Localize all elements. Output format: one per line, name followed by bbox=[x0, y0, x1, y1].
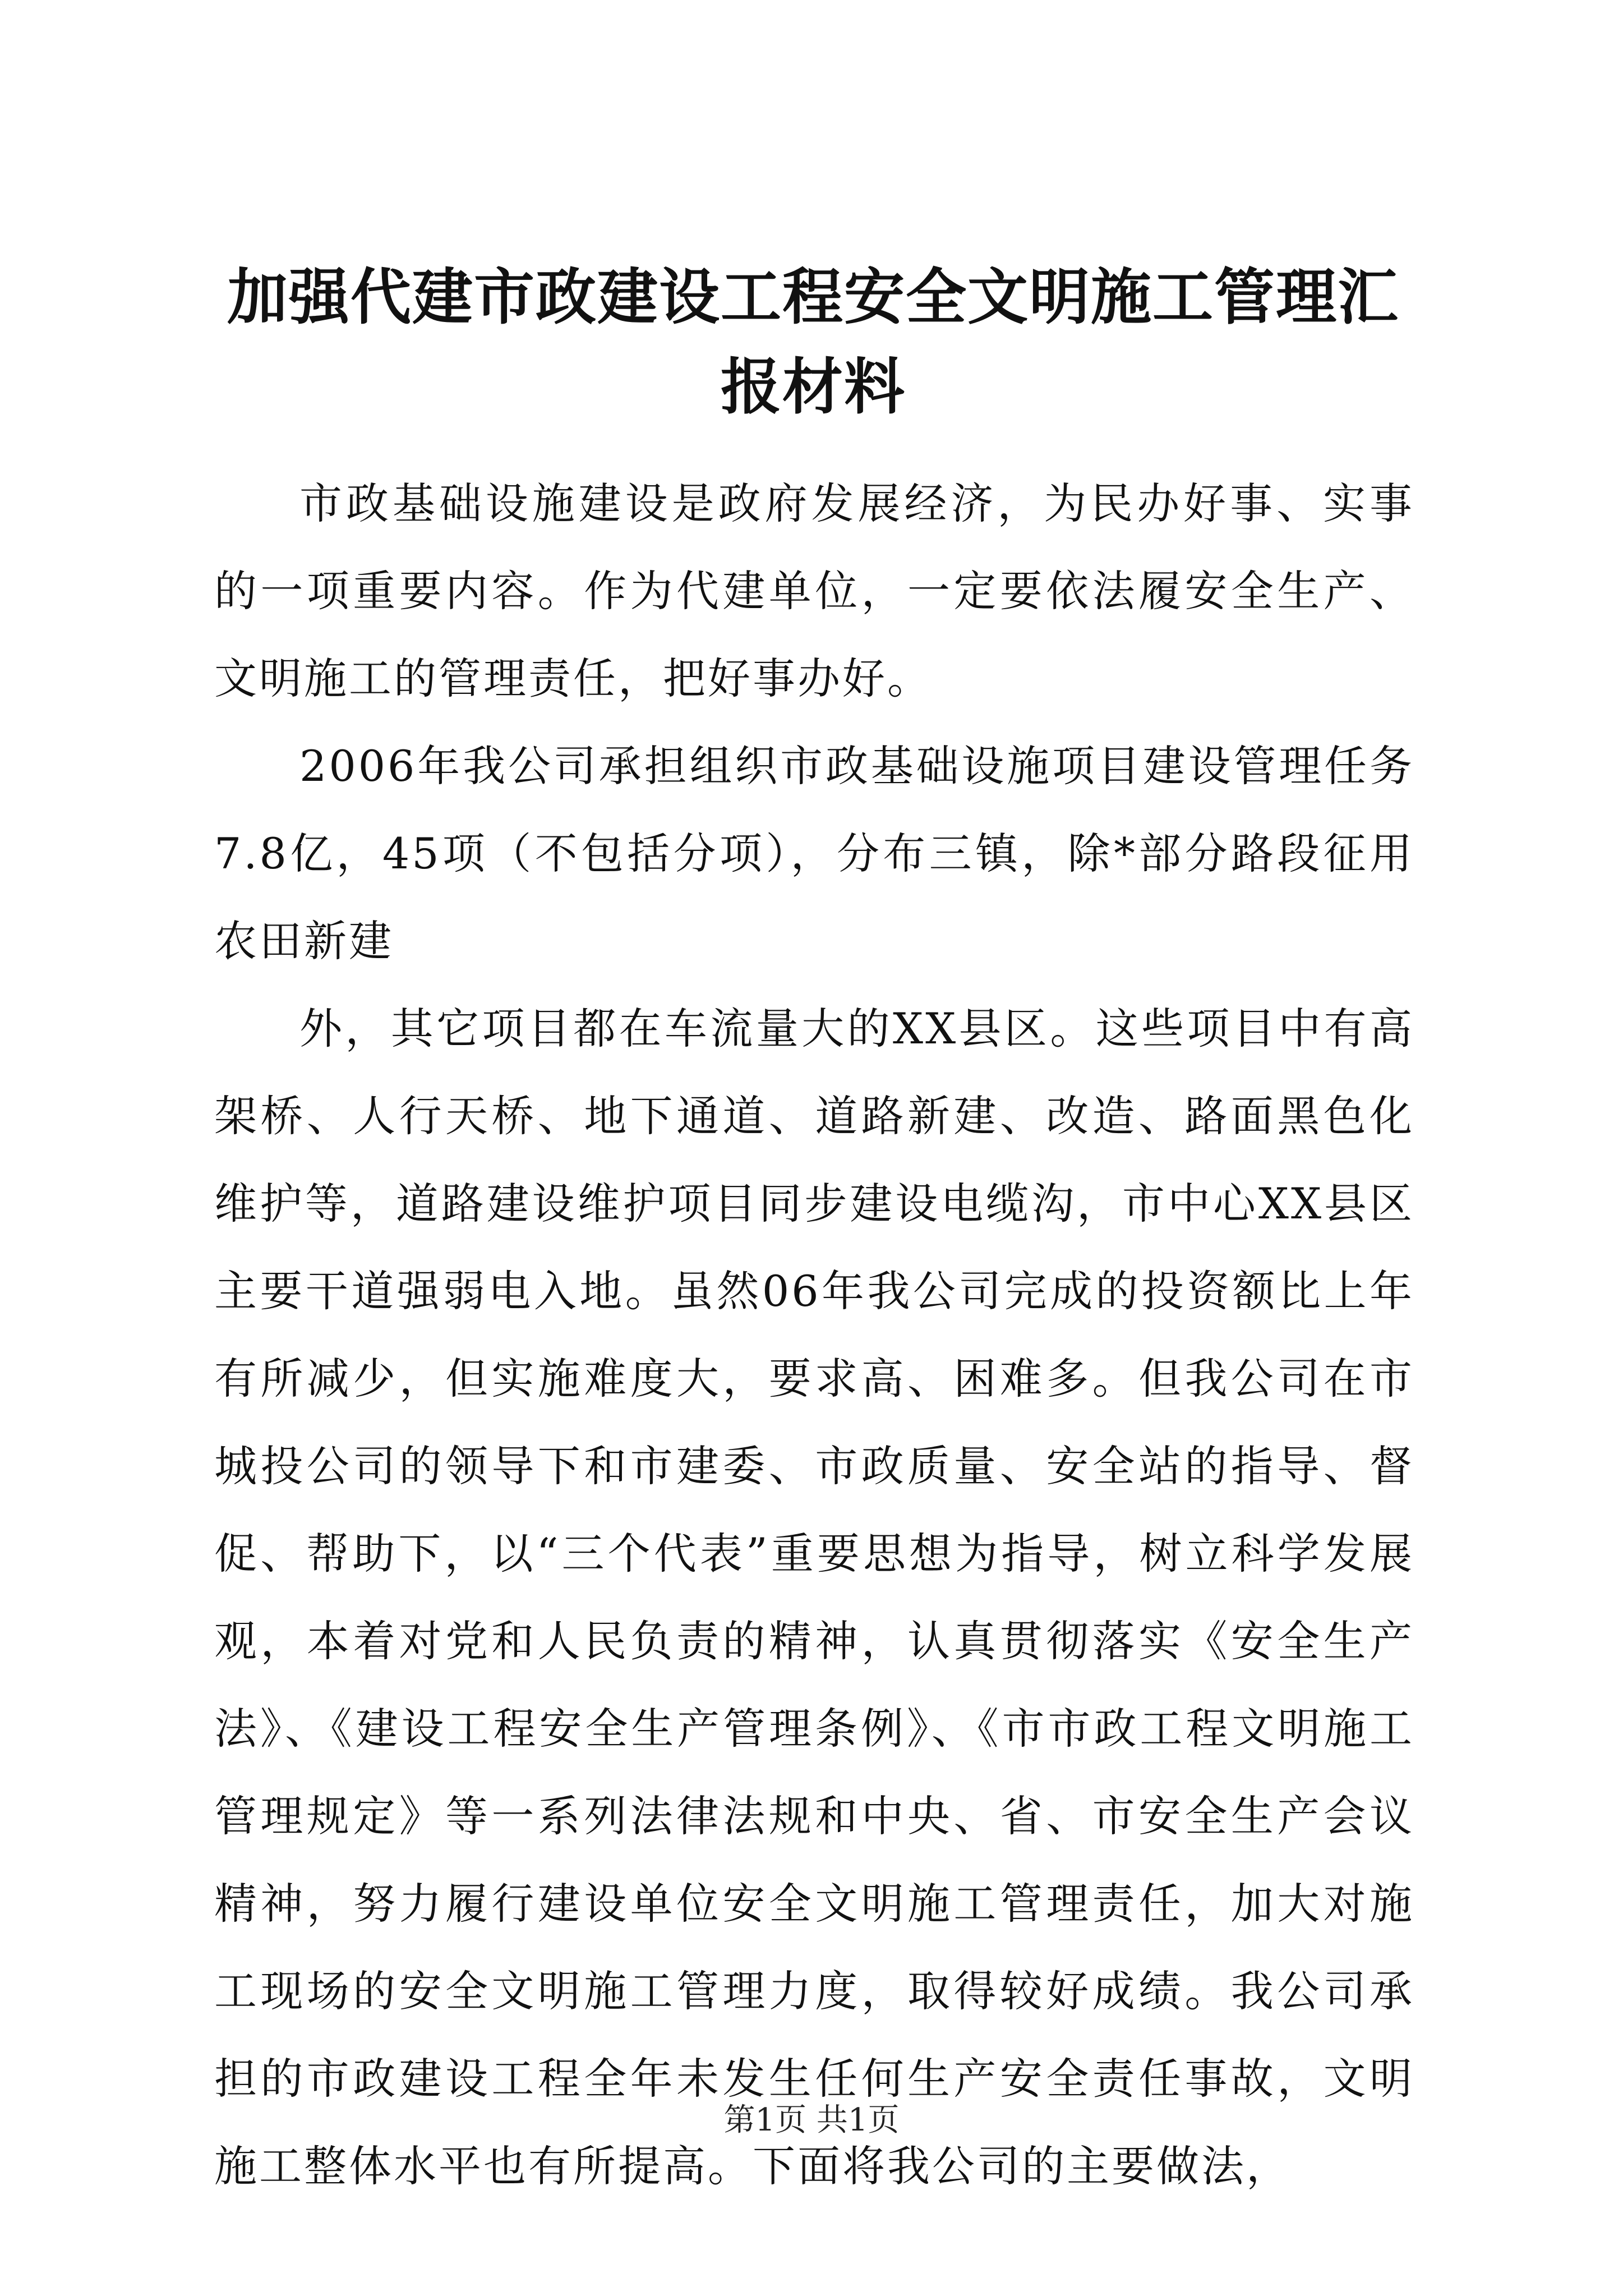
paragraph-intro: 市政基础设施建设是政府发展经济，为民办好事、实事的一项重要内容。作为代建单位，一定要依法履安全生产、文明施工的管理责任，把好事办好。 bbox=[214, 478, 1414, 703]
paragraph-projects: 外，其它项目都在车流量大的XX县区。这些项目中有高架桥、人行天桥、地下通道、道路新建、改造、路面黑色化维护等，道路建设维护项目同步建设电缆沟，市中心XX县区主要干道强弱电入地。虽然06年我公司完成的投资额比上年有所减少，但实施难度大，要求高、困难多。但我公司在市城投公司的领导下和市建委、市政质量、安全站的指导、督促、帮助下，以“三个代表”重要思想为指导，树立科学发展观，本着对党和人民负责的精神，认真贯彻落实《安全生产法》、《建设工程安全生产管理条例》、《市市政工程文明施工管理规定》等一系列法律法规和中央、省、市安全生产会议精神，努力履行建设单位安全文明施工管理责任，加大对施工现场的安全文明施工管理力度，取得较好成绩。我公司承担的市政建设工程全年未发生任何生产安全责任事故，文明施工整体水平也有所提高。下面将我公司的主要做法， bbox=[214, 1004, 1414, 2191]
paragraph-2006-tasks: 2006年我公司承担组织市政基础设施项目建设管理任务7.8亿，45项（不包括分项），分布三镇，除*部分路段征用农田新建 bbox=[214, 741, 1414, 966]
document-body bbox=[214, 460, 1414, 2210]
document-title: 加强代建市政建设工程安全文明施工管理汇报材料 bbox=[227, 262, 1399, 422]
page-footer: 第1页 共1页 bbox=[723, 2102, 900, 2138]
